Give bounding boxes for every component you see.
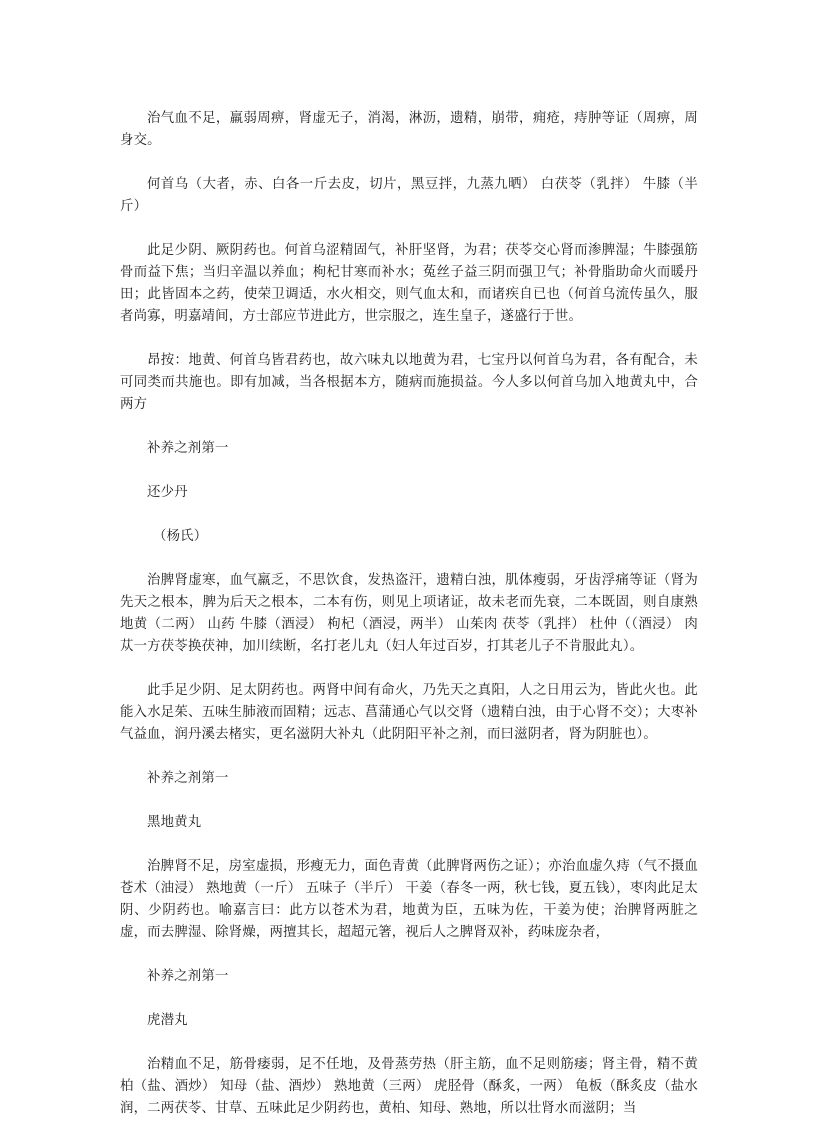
paragraph-indications-2: 治脾肾虚寒，血气羸乏，不思饮食，发热盗汗，遗精白浊，肌体瘦弱，牙齿浮痛等证（肾为先天之根本，脾为后天之根本，二本有伤，则见上项诸证，故未老而先衰，二本既固，则自康熟地黄（二两） 山药 牛膝（酒浸） 枸杞（酒浸，两半） 山茱肉 茯苓（乳拌） 杜仲（（酒浸） 肉苁一方茯苓换茯神，加川续断，名打老儿丸（妇人年过百岁，打其老儿子不肯服此丸）。 xyxy=(120,573,698,654)
formula-title-huanshaodan: 还少丹 xyxy=(147,485,188,500)
paragraph-indications-4: 治精血不足，筋骨痿弱，足不任地，及骨蒸劳热（肝主筋，血不足则筋痿；肾主骨，精不黄柏（盐、酒炒） 知母（盐、酒炒） 熟地黄（三两） 虎胫骨（酥炙，一两） 龟板（酥炙皮（盐水润，二两茯苓、甘草、五味此足少阴药也，黄柏、知母、熟地，所以壮肾水而滋阴；当 xyxy=(120,1057,698,1116)
paragraph-explanation-2: 此手足少阴、足太阴药也。两肾中间有命火，乃先天之真阳，人之日用云为，皆此火也。此能入水足茱、五味生肺液而固精；远志、菖蒲通心气以交肾（遗精白浊，由于心肾不交）；大枣补气益血，润丹溪去楮实，更名滋阴大补丸（此阴阳平补之剂，而曰滋阴者，肾为阴脏也）。 xyxy=(120,683,698,742)
document-page xyxy=(120,108,698,1142)
formula-title-huqianwan: 虎潜丸 xyxy=(147,1013,188,1028)
section-heading-2: 补养之剂第一 xyxy=(147,771,229,786)
paragraph-indications-3: 治脾肾不足，房室虚损，形瘦无力，面色青黄（此脾肾两伤之证）；亦治血虚久痔（气不摄血苍术（油浸） 熟地黄（一斤） 五味子（半斤） 干姜（春冬一两，秋七钱，夏五钱），枣肉此足太阴、少阴药也。喻嘉言曰：此方以苍术为君，地黄为臣，五味为佐，干姜为使；治脾肾两脏之虚，而去脾湿、除肾燥，两擅其长，超超元箸，视后人之脾肾双补，药味庞杂者， xyxy=(120,859,698,940)
section-heading-3: 补养之剂第一 xyxy=(147,969,229,984)
paragraph-ingredients-1: 何首乌（大者，赤、白各一斤去皮，切片，黑豆拌，九蒸九晒） 白茯苓（乳拌） 牛膝（半斤） xyxy=(120,177,698,214)
formula-source: （杨氏） xyxy=(153,529,208,544)
paragraph-indications-1: 治气血不足，羸弱周痹，肾虚无子，消渴，淋沥，遗精，崩带，痈疮，痔肿等证（周痹，周身交。 xyxy=(120,111,698,148)
paragraph-note-1: 昂按：地黄、何首乌皆君药也，故六味丸以地黄为君，七宝丹以何首乌为君，各有配合，未可同类而共施也。即有加减，当各根据本方，随病而施损益。今人多以何首乌加入地黄丸中，合两方 xyxy=(120,353,698,412)
section-heading-1: 补养之剂第一 xyxy=(147,441,229,456)
paragraph-explanation-1: 此足少阴、厥阴药也。何首乌涩精固气，补肝坚肾，为君；茯苓交心肾而渗脾湿；牛膝强筋骨而益下焦；当归辛温以养血；枸杞甘寒而补水；菟丝子益三阴而强卫气；补骨脂助命火而暖丹田；此皆固本之药，使荣卫调适，水火相交，则气血太和，而诸疾自已也（何首乌流传虽久，服者尚寡，明嘉靖间，方士部应节进此方，世宗服之，连生皇子，遂盛行于世。 xyxy=(120,243,698,324)
formula-title-heidihuangwan: 黑地黄丸 xyxy=(147,815,202,830)
